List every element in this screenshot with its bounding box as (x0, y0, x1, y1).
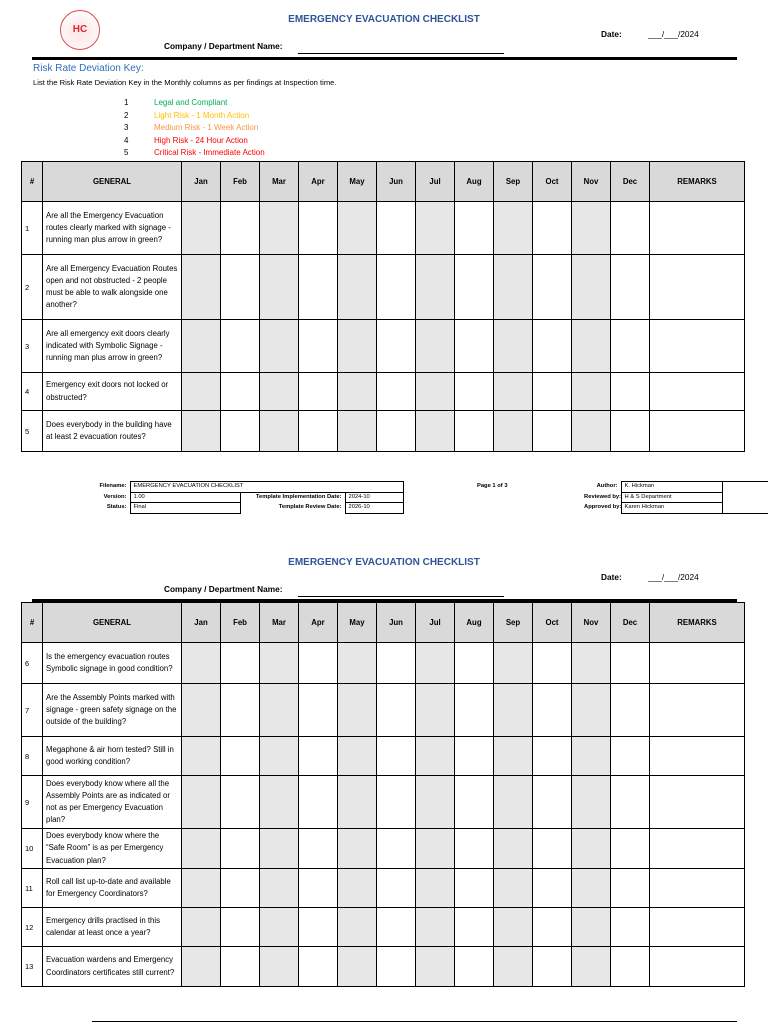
author-value: K. Hickman (621, 482, 722, 493)
checklist-question: Does everybody know where all the Assembly Points are as indicated or not as per Emergency Evacuation plan? (43, 776, 182, 829)
month-rating-cell[interactable] (260, 776, 299, 829)
month-rating-cell[interactable] (494, 411, 533, 452)
table-header-row (22, 603, 745, 643)
month-rating-cell[interactable] (494, 737, 533, 776)
implementation-date-label: Template Implementation Date: (255, 493, 342, 500)
month-rating-cell[interactable] (338, 869, 377, 908)
column-header-number: # (22, 162, 43, 202)
month-rating-cell[interactable] (260, 829, 299, 869)
month-rating-cell[interactable] (416, 829, 455, 869)
remarks-cell[interactable] (650, 908, 745, 947)
month-rating-cell[interactable] (338, 202, 377, 255)
month-rating-cell[interactable] (260, 684, 299, 737)
reviewed-by-label: Reviewed by: (584, 493, 622, 500)
column-header-number: # (22, 603, 43, 643)
month-rating-cell[interactable] (416, 737, 455, 776)
month-rating-cell[interactable] (611, 776, 650, 829)
column-header-month: Oct (533, 603, 572, 643)
remarks-cell[interactable] (650, 643, 745, 684)
month-rating-cell[interactable] (533, 829, 572, 869)
month-rating-cell[interactable] (377, 255, 416, 320)
month-rating-cell[interactable] (299, 643, 338, 684)
remarks-cell[interactable] (650, 202, 745, 255)
date-field[interactable]: ___/___/2024 (648, 29, 699, 39)
month-rating-cell[interactable] (455, 776, 494, 829)
filename-label: Filename: (99, 483, 127, 489)
month-rating-cell[interactable] (572, 320, 611, 373)
status-label: Status: (106, 504, 127, 510)
month-rating-cell[interactable] (182, 908, 221, 947)
column-header-month: Aug (455, 162, 494, 202)
column-header-month: Jan (182, 603, 221, 643)
risk-key-number: 4 (124, 135, 129, 145)
checklist-question: Does everybody know where the “Safe Room” is as per Emergency Evacuation plan? (43, 829, 182, 869)
remarks-cell[interactable] (650, 947, 745, 987)
column-header-month: Jan (182, 162, 221, 202)
implementation-date-value: 2024-10 (345, 492, 403, 503)
row-number: 3 (22, 320, 43, 373)
month-rating-cell[interactable] (182, 684, 221, 737)
month-rating-cell[interactable] (221, 947, 260, 987)
month-rating-cell[interactable] (416, 320, 455, 373)
risk-key-item (124, 147, 265, 160)
month-rating-cell[interactable] (416, 255, 455, 320)
month-rating-cell[interactable] (260, 947, 299, 987)
column-header-month: Dec (611, 162, 650, 202)
month-rating-cell[interactable] (338, 320, 377, 373)
month-rating-cell[interactable] (221, 643, 260, 684)
month-rating-cell[interactable] (416, 643, 455, 684)
month-rating-cell[interactable] (260, 737, 299, 776)
month-rating-cell[interactable] (182, 373, 221, 411)
month-rating-cell[interactable] (221, 869, 260, 908)
column-header-month: May (338, 162, 377, 202)
remarks-cell[interactable] (650, 737, 745, 776)
month-rating-cell[interactable] (338, 737, 377, 776)
month-rating-cell[interactable] (494, 776, 533, 829)
checklist-question: Are all emergency exit doors clearly indicated with Symbolic Signage - running man plus arrow in green? (43, 320, 182, 373)
company-department-field[interactable] (298, 53, 504, 54)
checklist-question: Are all Emergency Evacuation Routes open and not obstructed - 2 people must be able to walk alongside one another? (43, 255, 182, 320)
approved-by-value: Karen Hickman (621, 503, 722, 514)
checklist-question: Emergency drills practised in this calendar at least once a year? (43, 908, 182, 947)
checklist-question: Emergency exit doors not locked or obstructed? (43, 373, 182, 411)
row-number: 7 (22, 684, 43, 737)
page-2-footer-divider (92, 1021, 737, 1022)
month-rating-cell[interactable] (377, 643, 416, 684)
risk-key-number: 3 (124, 123, 129, 132)
month-rating-cell[interactable] (221, 737, 260, 776)
month-rating-cell[interactable] (338, 411, 377, 452)
month-rating-cell[interactable] (338, 908, 377, 947)
risk-key-text: Legal and Compliant (154, 98, 228, 107)
month-rating-cell[interactable] (377, 829, 416, 869)
risk-key-text: High Risk - 24 Hour Action (154, 135, 248, 145)
month-rating-cell[interactable] (338, 373, 377, 411)
month-rating-cell[interactable] (416, 947, 455, 987)
month-rating-cell[interactable] (221, 373, 260, 411)
month-rating-cell[interactable] (299, 869, 338, 908)
review-date-value: 2026-10 (345, 503, 403, 514)
month-rating-cell[interactable] (338, 829, 377, 869)
month-rating-cell[interactable] (572, 908, 611, 947)
risk-key-number: 1 (124, 98, 129, 107)
table-row (22, 684, 745, 737)
table-row (22, 255, 745, 320)
month-rating-cell[interactable] (260, 643, 299, 684)
page-2-company-department-field[interactable] (298, 596, 504, 597)
month-rating-cell[interactable] (377, 684, 416, 737)
month-rating-cell[interactable] (182, 320, 221, 373)
month-rating-cell[interactable] (260, 373, 299, 411)
month-rating-cell[interactable] (299, 737, 338, 776)
month-rating-cell[interactable] (416, 684, 455, 737)
month-rating-cell[interactable] (455, 411, 494, 452)
column-header-month: Jun (377, 603, 416, 643)
month-rating-cell[interactable] (377, 411, 416, 452)
table-row (22, 411, 745, 452)
column-header-month: Sep (494, 162, 533, 202)
month-rating-cell[interactable] (455, 908, 494, 947)
month-rating-cell[interactable] (455, 320, 494, 373)
table-row (22, 908, 745, 947)
month-rating-cell[interactable] (260, 869, 299, 908)
month-rating-cell[interactable] (572, 411, 611, 452)
review-date-label: Template Review Date: (278, 504, 342, 510)
month-rating-cell[interactable] (299, 947, 338, 987)
month-rating-cell[interactable] (182, 411, 221, 452)
document-footer (92, 481, 768, 514)
month-rating-cell[interactable] (416, 411, 455, 452)
row-number: 12 (22, 908, 43, 947)
month-rating-cell[interactable] (611, 829, 650, 869)
table-row (22, 202, 745, 255)
month-rating-cell[interactable] (221, 829, 260, 869)
page-title: EMERGENCY EVACUATION CHECKLIST (288, 14, 480, 25)
column-header-general: GENERAL (43, 162, 182, 202)
column-header-month: Jul (416, 603, 455, 643)
checklist-question: Megaphone & air horn tested? Still in good working condition? (43, 737, 182, 776)
month-rating-cell[interactable] (221, 202, 260, 255)
header-divider (32, 57, 737, 60)
risk-key-item (124, 122, 265, 135)
column-header-general: GENERAL (43, 603, 182, 643)
date-label: Date: (601, 29, 622, 39)
month-rating-cell[interactable] (533, 411, 572, 452)
table-row (22, 373, 745, 411)
table-row (22, 320, 745, 373)
month-rating-cell[interactable] (611, 411, 650, 452)
month-rating-cell[interactable] (338, 255, 377, 320)
month-rating-cell[interactable] (221, 684, 260, 737)
month-rating-cell[interactable] (338, 684, 377, 737)
risk-key-number: 2 (124, 110, 129, 120)
column-header-month: Jun (377, 162, 416, 202)
month-rating-cell[interactable] (611, 202, 650, 255)
month-rating-cell[interactable] (299, 908, 338, 947)
month-rating-cell[interactable] (299, 202, 338, 255)
month-rating-cell[interactable] (338, 947, 377, 987)
month-rating-cell[interactable] (260, 320, 299, 373)
month-rating-cell[interactable] (494, 643, 533, 684)
page-2-date-label: Date: (601, 572, 622, 582)
month-rating-cell[interactable] (455, 255, 494, 320)
month-rating-cell[interactable] (494, 373, 533, 411)
month-rating-cell[interactable] (377, 737, 416, 776)
month-rating-cell[interactable] (455, 202, 494, 255)
checklist-question: Does everybody in the building have at least 2 evacuation routes? (43, 411, 182, 452)
logo-text: HC (72, 24, 88, 35)
row-number: 8 (22, 737, 43, 776)
version-label: Version: (103, 493, 127, 500)
month-rating-cell[interactable] (182, 829, 221, 869)
month-rating-cell[interactable] (611, 320, 650, 373)
month-rating-cell[interactable] (455, 829, 494, 869)
month-rating-cell[interactable] (533, 908, 572, 947)
month-rating-cell[interactable] (182, 776, 221, 829)
month-rating-cell[interactable] (338, 643, 377, 684)
month-rating-cell[interactable] (182, 255, 221, 320)
column-header-month: Oct (533, 162, 572, 202)
month-rating-cell[interactable] (182, 202, 221, 255)
month-rating-cell[interactable] (533, 869, 572, 908)
row-number: 2 (22, 255, 43, 320)
company-department-label: Company / Department Name: (164, 41, 283, 51)
risk-key-item (124, 110, 265, 123)
month-rating-cell[interactable] (377, 373, 416, 411)
month-rating-cell[interactable] (416, 202, 455, 255)
table-row (22, 643, 745, 684)
month-rating-cell[interactable] (299, 684, 338, 737)
month-rating-cell[interactable] (377, 202, 416, 255)
month-rating-cell[interactable] (611, 869, 650, 908)
author-label: Author: (596, 483, 618, 489)
month-rating-cell[interactable] (611, 684, 650, 737)
month-rating-cell[interactable] (455, 643, 494, 684)
column-header-remarks: REMARKS (650, 603, 745, 643)
month-rating-cell[interactable] (416, 869, 455, 908)
month-rating-cell[interactable] (455, 737, 494, 776)
month-rating-cell[interactable] (533, 684, 572, 737)
column-header-month: Feb (221, 162, 260, 202)
month-rating-cell[interactable] (260, 202, 299, 255)
month-rating-cell[interactable] (494, 829, 533, 869)
table-row (22, 737, 745, 776)
remarks-cell[interactable] (650, 776, 745, 829)
table-row (22, 869, 745, 908)
column-header-month: Nov (572, 162, 611, 202)
month-rating-cell[interactable] (260, 255, 299, 320)
month-rating-cell[interactable] (299, 373, 338, 411)
risk-key-list (124, 97, 265, 160)
month-rating-cell[interactable] (455, 947, 494, 987)
month-rating-cell[interactable] (494, 202, 533, 255)
month-rating-cell[interactable] (572, 684, 611, 737)
table-row (22, 829, 745, 869)
checklist-question: Are all the Emergency Evacuation routes clearly marked with signage - running man plus arrow in green? (43, 202, 182, 255)
month-rating-cell[interactable] (572, 947, 611, 987)
risk-key-number: 5 (124, 148, 129, 157)
month-rating-cell[interactable] (377, 908, 416, 947)
month-rating-cell[interactable] (221, 908, 260, 947)
month-rating-cell[interactable] (299, 320, 338, 373)
column-header-month: Mar (260, 603, 299, 643)
month-rating-cell[interactable] (299, 255, 338, 320)
month-rating-cell[interactable] (533, 373, 572, 411)
risk-key-text: Critical Risk - Immediate Action (154, 148, 265, 157)
status-value: Final (130, 503, 240, 514)
month-rating-cell[interactable] (416, 776, 455, 829)
month-rating-cell[interactable] (611, 373, 650, 411)
reviewed-by-value: H & S Department (621, 492, 722, 503)
column-header-month: Aug (455, 603, 494, 643)
page-2-title: EMERGENCY EVACUATION CHECKLIST (288, 557, 480, 568)
remarks-cell[interactable] (650, 320, 745, 373)
month-rating-cell[interactable] (533, 202, 572, 255)
column-header-month: Apr (299, 603, 338, 643)
page-2-date-field[interactable]: ___/___/2024 (648, 572, 699, 582)
month-rating-cell[interactable] (494, 869, 533, 908)
remarks-cell[interactable] (650, 684, 745, 737)
column-header-month: Sep (494, 603, 533, 643)
month-rating-cell[interactable] (611, 908, 650, 947)
risk-key-item (124, 97, 265, 110)
risk-key-text: Medium Risk - 1 Week Action (154, 123, 259, 132)
column-header-month: Mar (260, 162, 299, 202)
month-rating-cell[interactable] (455, 869, 494, 908)
month-rating-cell[interactable] (455, 373, 494, 411)
column-header-month: May (338, 603, 377, 643)
month-rating-cell[interactable] (455, 684, 494, 737)
column-header-month: Apr (299, 162, 338, 202)
month-rating-cell[interactable] (572, 373, 611, 411)
month-rating-cell[interactable] (611, 255, 650, 320)
footer-logo-box (722, 482, 768, 514)
page-2-company-department-label: Company / Department Name: (164, 584, 283, 594)
risk-key-description: List the Risk Rate Deviation Key in the Monthly columns as per findings at Inspection time. (33, 78, 337, 87)
row-number: 1 (22, 202, 43, 255)
month-rating-cell[interactable] (338, 776, 377, 829)
row-number: 13 (22, 947, 43, 987)
month-rating-cell[interactable] (182, 643, 221, 684)
checklist-table-page-1 (21, 161, 745, 452)
month-rating-cell[interactable] (494, 320, 533, 373)
column-header-remarks: REMARKS (650, 162, 745, 202)
month-rating-cell[interactable] (611, 947, 650, 987)
month-rating-cell[interactable] (572, 737, 611, 776)
month-rating-cell[interactable] (377, 869, 416, 908)
remarks-cell[interactable] (650, 373, 745, 411)
month-rating-cell[interactable] (377, 776, 416, 829)
risk-key-text: Light Risk - 1 Month Action (154, 110, 250, 120)
column-header-month: Dec (611, 603, 650, 643)
month-rating-cell[interactable] (533, 643, 572, 684)
table-row (22, 776, 745, 829)
month-rating-cell[interactable] (533, 947, 572, 987)
filename-value: EMERGENCY EVACUATION CHECKLIST (130, 482, 403, 493)
approved-by-label: Approved by: (584, 504, 622, 510)
month-rating-cell[interactable] (221, 776, 260, 829)
month-rating-cell[interactable] (221, 255, 260, 320)
month-rating-cell[interactable] (299, 411, 338, 452)
page-number: Page 1 of 3 (476, 483, 508, 489)
risk-key-item (124, 135, 265, 148)
row-number: 6 (22, 643, 43, 684)
month-rating-cell[interactable] (572, 255, 611, 320)
month-rating-cell[interactable] (611, 737, 650, 776)
month-rating-cell[interactable] (572, 869, 611, 908)
month-rating-cell[interactable] (533, 255, 572, 320)
version-value: 1.00 (130, 492, 240, 503)
row-number: 5 (22, 411, 43, 452)
month-rating-cell[interactable] (533, 320, 572, 373)
month-rating-cell[interactable] (572, 202, 611, 255)
month-rating-cell[interactable] (533, 737, 572, 776)
checklist-table-page-2 (21, 602, 745, 987)
checklist-question: Is the emergency evacuation routes Symbolic signage in good condition? (43, 643, 182, 684)
row-number: 10 (22, 829, 43, 869)
month-rating-cell[interactable] (299, 776, 338, 829)
row-number: 11 (22, 869, 43, 908)
remarks-cell[interactable] (650, 411, 745, 452)
remarks-cell[interactable] (650, 869, 745, 908)
month-rating-cell[interactable] (416, 908, 455, 947)
month-rating-cell[interactable] (572, 643, 611, 684)
month-rating-cell[interactable] (572, 776, 611, 829)
month-rating-cell[interactable] (533, 776, 572, 829)
month-rating-cell[interactable] (182, 869, 221, 908)
month-rating-cell[interactable] (494, 947, 533, 987)
month-rating-cell[interactable] (182, 737, 221, 776)
column-header-month: Jul (416, 162, 455, 202)
checklist-question: Evacuation wardens and Emergency Coordinators certificates still current? (43, 947, 182, 987)
column-header-month: Nov (572, 603, 611, 643)
month-rating-cell[interactable] (611, 643, 650, 684)
month-rating-cell[interactable] (494, 255, 533, 320)
month-rating-cell[interactable] (494, 908, 533, 947)
risk-key-title: Risk Rate Deviation Key: (33, 63, 144, 74)
month-rating-cell[interactable] (260, 908, 299, 947)
table-row (22, 947, 745, 987)
month-rating-cell[interactable] (221, 411, 260, 452)
checklist-question: Roll call list up-to-date and available for Emergency Coordinators? (43, 869, 182, 908)
row-number: 4 (22, 373, 43, 411)
month-rating-cell[interactable] (221, 320, 260, 373)
table-header-row (22, 162, 745, 202)
remarks-cell[interactable] (650, 829, 745, 869)
month-rating-cell[interactable] (377, 320, 416, 373)
month-rating-cell[interactable] (299, 829, 338, 869)
month-rating-cell[interactable] (416, 373, 455, 411)
column-header-month: Feb (221, 603, 260, 643)
month-rating-cell[interactable] (494, 684, 533, 737)
row-number: 9 (22, 776, 43, 829)
remarks-cell[interactable] (650, 255, 745, 320)
month-rating-cell[interactable] (260, 411, 299, 452)
checklist-question: Are the Assembly Points marked with signage - green safety signage on the outside of the building? (43, 684, 182, 737)
month-rating-cell[interactable] (572, 829, 611, 869)
month-rating-cell[interactable] (182, 947, 221, 987)
month-rating-cell[interactable] (377, 947, 416, 987)
